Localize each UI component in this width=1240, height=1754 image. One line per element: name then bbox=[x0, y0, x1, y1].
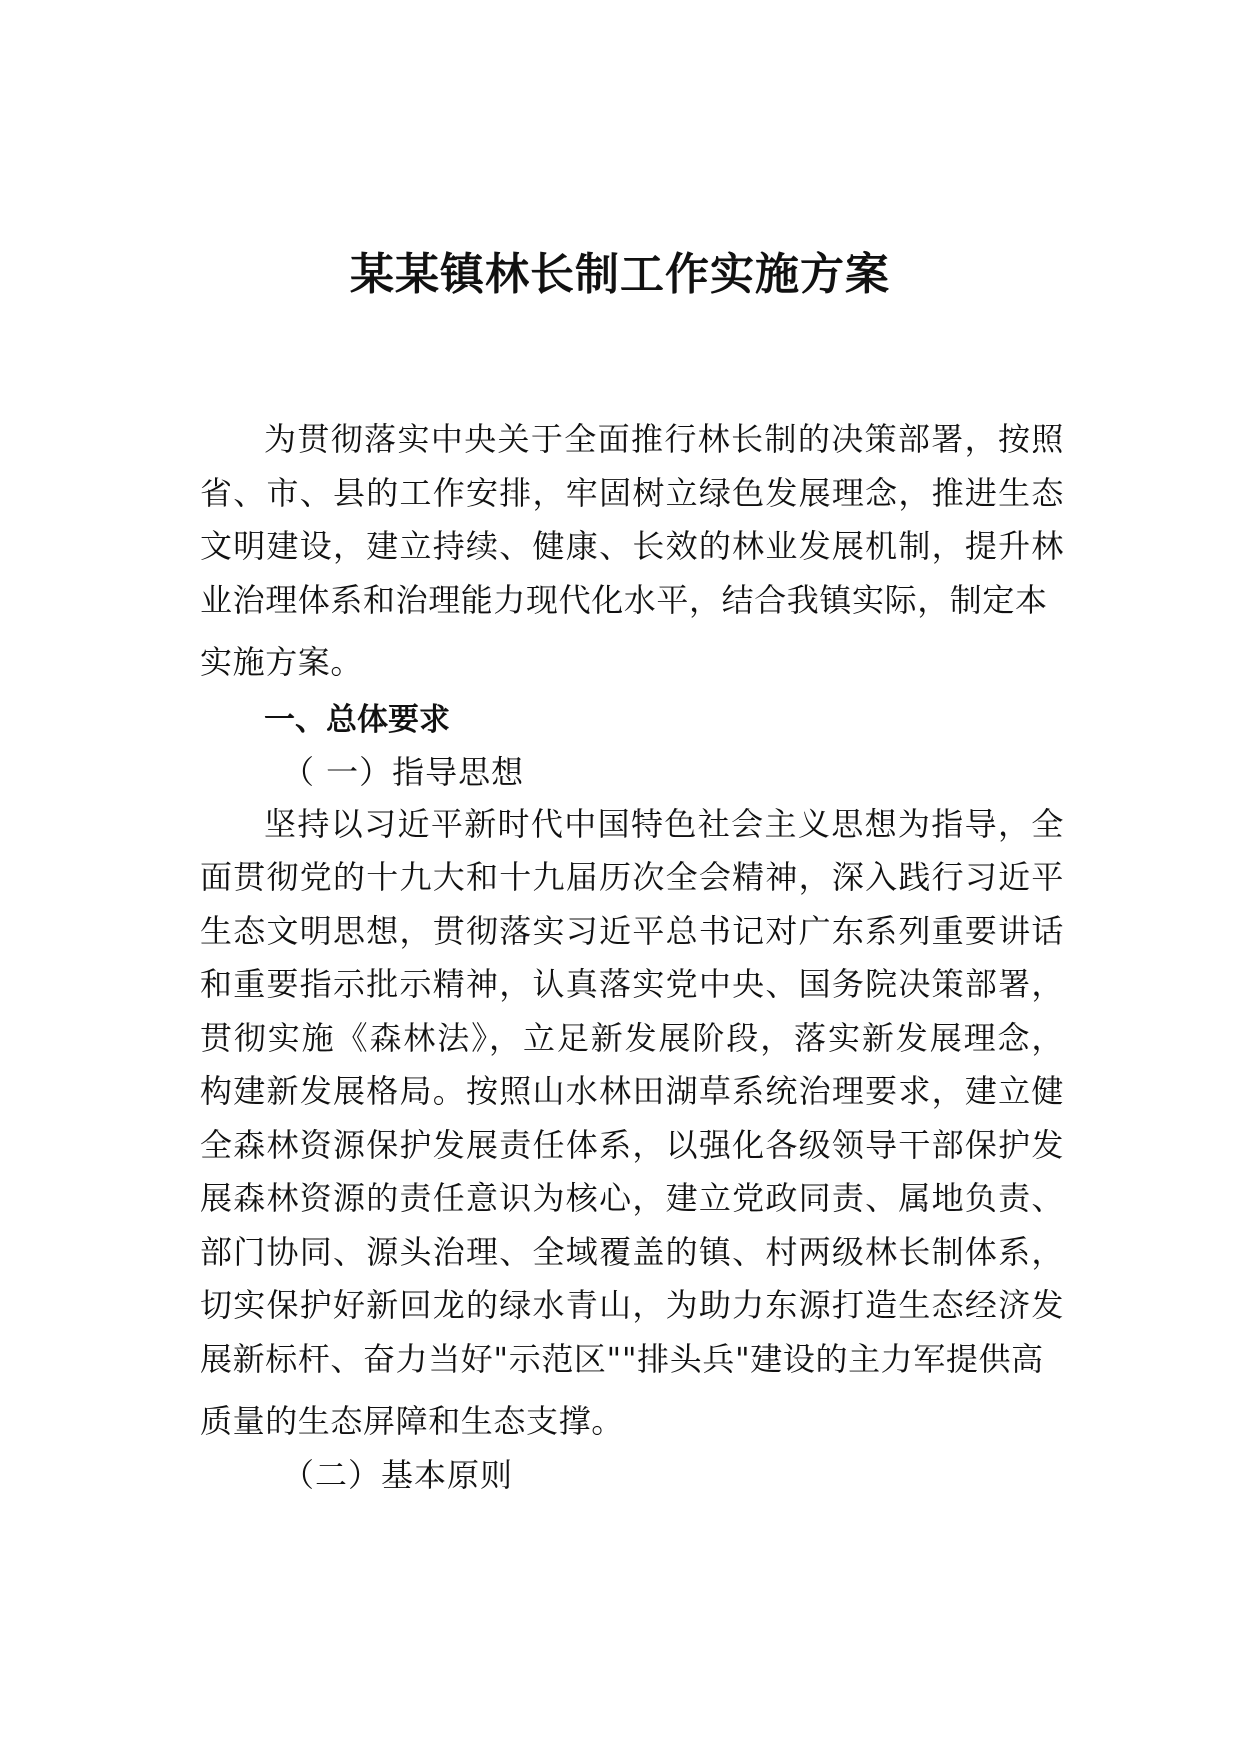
document-body bbox=[200, 413, 1064, 1501]
intro-paragraph bbox=[200, 413, 1064, 690]
guiding-ideology-paragraph bbox=[200, 798, 1064, 1449]
subsection-heading-basic-principles: （二）基本原则 bbox=[282, 1455, 514, 1494]
subsection-heading-guiding-ideology: （ 一）指导思想 bbox=[282, 752, 525, 791]
guiding-ideology-text: 坚持以习近平新时代中国特色社会主义思想为指导，全面贯彻党的十九大和十九届历次全会精神，深入践行习近平生态文明思想，贯彻落实习近平总书记对广东系列重要讲话和重要指示批示精神，认真落实党中央、国务院决策部署，贯彻实施《森林法》，立足新发展阶段，落实新发展理念，构建新发展格局。按照山水林田湖草系统治理要求，建立健全森林资源保护发展责任体系，以强化各级领导干部保护发展森林资源的责任意识为核心，建立党政同责、属地负责、部门协同、源头治理、全域覆盖的镇、村两级林长制体系，切实保护好新回龙的绿水青山，为助力东源打造生态经济发展新标杆、奋力当好"示范区""排头兵"建设的主力军提供高 bbox=[200, 804, 1064, 1378]
document-title: 某某镇林长制工作实施方案 bbox=[350, 249, 890, 300]
intro-paragraph-text: 为贯彻落实中央关于全面推行林长制的决策部署，按照省、市、县的工作安排，牢固树立绿色发展理念，推进生态文明建设，建立持续、健康、长效的林业发展机制，提升林业治理体系和治理能力现代化水平，结合我镇实际，制定本 bbox=[200, 420, 1064, 619]
section-heading-overall-requirements: 一、总体要求 bbox=[264, 701, 450, 738]
guiding-ideology-tail: 质量的生态屏障和生态支撑。 bbox=[200, 1402, 624, 1440]
intro-paragraph-tail: 实施方案。 bbox=[200, 643, 364, 681]
